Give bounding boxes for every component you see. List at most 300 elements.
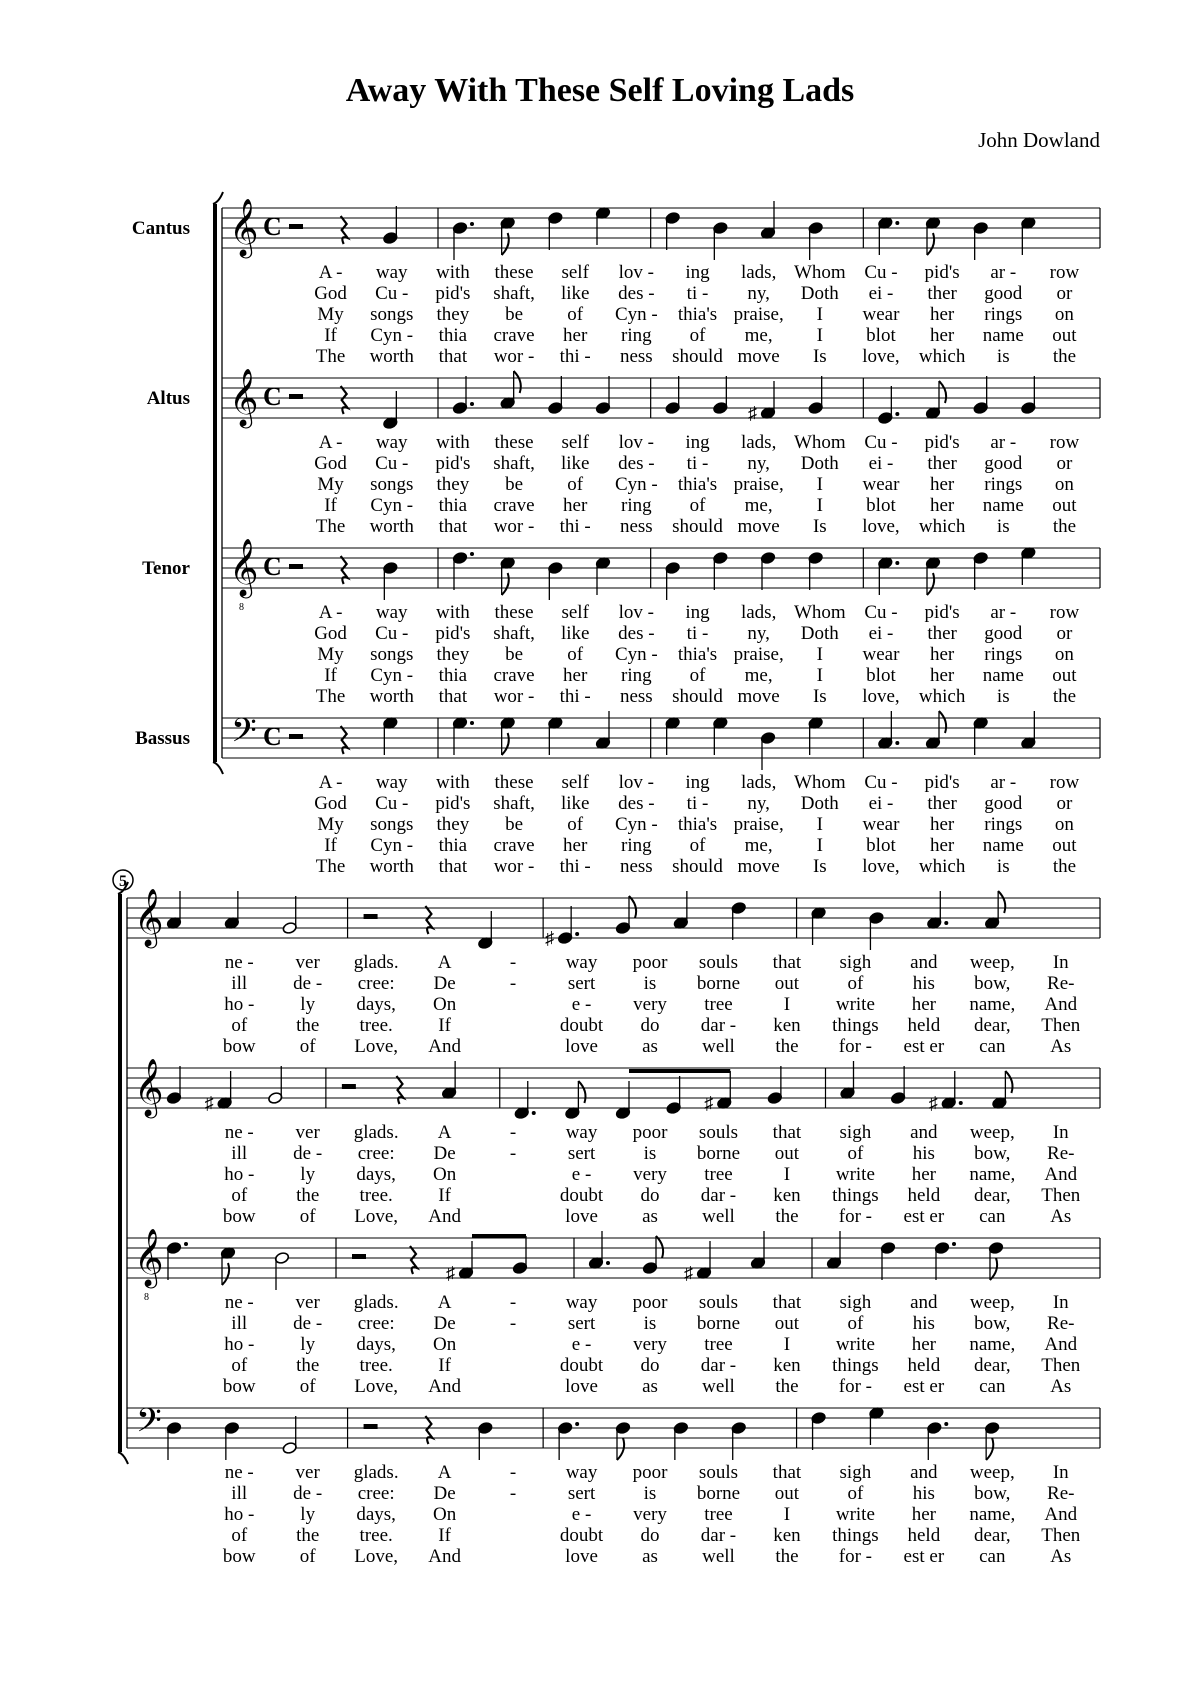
lyric-syllable: A [437, 952, 452, 973]
lyric-syllable: weep, [969, 1122, 1015, 1143]
lyric-syllable: held [907, 1525, 941, 1546]
lyric-syllable: - [509, 1122, 517, 1143]
lyric-syllable: very [633, 994, 667, 1015]
lyric-syllable: ness [619, 856, 653, 877]
lyric-syllable: for - [838, 1376, 873, 1397]
bracket-top [213, 192, 223, 204]
lyric-syllable: wear [862, 644, 900, 665]
lyric-syllable: Doth [800, 453, 839, 474]
lyric-syllable: that [438, 516, 468, 537]
lyric-syllable: ness [619, 346, 653, 367]
lyric-syllable: sigh [839, 952, 872, 973]
lyric-syllable: Cyn - [370, 495, 414, 516]
lyric-syllable: very [633, 1504, 667, 1525]
lyric-syllable: name [982, 495, 1024, 516]
lyric-syllable: her [929, 644, 955, 665]
lyric-syllable: of [689, 325, 706, 346]
flag [927, 233, 934, 255]
lyric-syllable: thia [438, 325, 468, 346]
lyric-syllable: bow [222, 1546, 256, 1567]
lyric-syllable: days, [356, 1164, 396, 1185]
lyric-syllable: lads, [740, 602, 777, 623]
lyric-syllable: ne - [224, 952, 254, 973]
lyric-syllable: ei - [868, 793, 894, 814]
half-rest-icon [289, 564, 303, 569]
lyric-syllable: lov - [618, 432, 655, 453]
lyric-syllable: his [912, 1313, 935, 1334]
lyric-syllable: dear, [973, 1185, 1011, 1206]
half-rest-icon [289, 224, 303, 229]
lyric-syllable: pid's [435, 283, 471, 304]
lyric-syllable: My [317, 474, 344, 495]
treble-clef-icon: 𝄞 [134, 889, 164, 945]
dot [959, 1101, 963, 1105]
lyric-syllable: bow, [974, 1313, 1011, 1334]
flag [939, 711, 946, 733]
lyric-syllable: doubt [559, 1525, 604, 1546]
lyric-syllable: move [737, 346, 780, 367]
measure-number: 5 [119, 873, 127, 890]
lyric-syllable: ring [621, 495, 652, 516]
lyric-syllable: I [816, 304, 823, 325]
lyric-syllable: of [847, 1483, 864, 1504]
lyric-syllable: Whom [793, 432, 846, 453]
lyric-syllable: - [509, 1313, 517, 1334]
score-title: Away With These Self Loving Lads [345, 72, 855, 109]
lyric-syllable: crave [493, 325, 535, 346]
sharp-icon: ♯ [928, 1093, 938, 1113]
lyric-syllable: est er [903, 1546, 945, 1567]
lyric-syllable: name, [969, 1334, 1016, 1355]
lyric-syllable: me, [744, 835, 773, 856]
lyric-syllable: her [911, 1164, 936, 1185]
half-rest-icon [364, 1424, 378, 1429]
lyric-syllable: ill [231, 1483, 248, 1504]
lyric-syllable: - [509, 1483, 517, 1504]
lyric-syllable: rings [984, 474, 1023, 495]
lyric-syllable: I [816, 474, 823, 495]
lyric-syllable: dear, [973, 1015, 1011, 1036]
lyric-syllable: In [1052, 1462, 1069, 1483]
lyric-syllable: her [911, 1504, 936, 1525]
lyric-syllable: cree: [357, 973, 395, 994]
lyric-syllable: And [1044, 994, 1078, 1015]
lyric-syllable: write [835, 994, 875, 1015]
dot [575, 932, 579, 936]
lyric-syllable: ei - [868, 623, 894, 644]
lyric-syllable: wear [862, 304, 900, 325]
lyric-syllable: ly [300, 994, 316, 1015]
lyric-syllable: out [774, 973, 800, 994]
lyric-syllable: should [672, 516, 723, 537]
lyric-syllable: the [775, 1206, 799, 1227]
lyric-syllable: good [984, 793, 1023, 814]
lyric-syllable: well [702, 1376, 735, 1397]
lyric-syllable: borne [696, 1483, 741, 1504]
lyric-syllable: poor [632, 1292, 668, 1313]
lyric-syllable: things [832, 1185, 879, 1206]
common-time-icon: C [263, 552, 282, 581]
lyric-syllable: est er [903, 1376, 945, 1397]
lyric-syllable: of [847, 1143, 864, 1164]
quarter-rest-icon [425, 1416, 432, 1444]
lyric-syllable: shaft, [493, 453, 535, 474]
lyric-syllable: name, [969, 994, 1016, 1015]
lyric-syllable: thia's [677, 474, 718, 495]
lyric-syllable: ne - [224, 1292, 254, 1313]
lyric-syllable: ar - [990, 432, 1017, 453]
lyric-syllable: these [494, 602, 534, 623]
lyric-syllable: ti - [686, 623, 709, 644]
lyric-syllable: praise, [733, 644, 784, 665]
lyric-syllable: ness [619, 686, 653, 707]
lyric-syllable: dear, [973, 1525, 1011, 1546]
lyric-syllable: held [907, 1185, 941, 1206]
lyric-syllable: of [231, 1355, 248, 1376]
lyric-syllable: her [929, 325, 955, 346]
lyric-syllable: praise, [733, 304, 784, 325]
lyric-syllable: good [984, 283, 1023, 304]
lyric-syllable: thia's [677, 814, 718, 835]
lyric-syllable: that [772, 1292, 802, 1313]
lyric-syllable: weep, [969, 952, 1015, 973]
common-time-icon: C [263, 382, 282, 411]
lyric-syllable: things [832, 1525, 879, 1546]
lyric-syllable: do [640, 1525, 660, 1546]
lyric-syllable: her [563, 325, 588, 346]
lyric-syllable: ho - [224, 1504, 255, 1525]
lyric-syllable: doubt [559, 1015, 604, 1036]
lyric-syllable: as [642, 1376, 658, 1397]
bass-clef-icon: 𝄢 [136, 1402, 162, 1447]
lyric-syllable: thia [438, 495, 468, 516]
lyric-syllable: souls [698, 1462, 739, 1483]
lyric-syllable: worth [369, 516, 414, 537]
dot [470, 552, 474, 556]
dot [184, 1242, 188, 1246]
lyric-syllable: De [433, 1143, 456, 1164]
lyric-syllable: dar - [700, 1015, 737, 1036]
dot [895, 221, 899, 225]
lyric-syllable: - [509, 952, 517, 973]
lyric-syllable: which [918, 856, 966, 877]
lyric-syllable: name, [969, 1164, 1016, 1185]
lyric-syllable: bow, [974, 1143, 1011, 1164]
lyric-syllable: like [560, 453, 590, 474]
lyric-syllable: If [438, 1015, 451, 1036]
lyric-syllable: Whom [793, 772, 846, 793]
lyric-syllable: ho - [224, 994, 255, 1015]
lyric-syllable: be [505, 474, 524, 495]
lyric-syllable: as [642, 1206, 658, 1227]
lyric-syllable: glads. [353, 1122, 399, 1143]
dot [952, 1242, 956, 1246]
lyric-syllable: Doth [800, 793, 839, 814]
lyric-syllable: well [702, 1546, 735, 1567]
lyric-syllable: sert [567, 1143, 596, 1164]
lyric-syllable: And [428, 1376, 461, 1397]
lyric-syllable: is [996, 686, 1010, 707]
half-rest-icon [289, 394, 303, 399]
lyric-syllable: Is [812, 346, 827, 367]
flag [939, 381, 946, 403]
lyric-syllable: days, [356, 1504, 396, 1525]
lyric-syllable: rings [984, 304, 1023, 325]
lyric-syllable: ring [621, 835, 652, 856]
lyric-syllable: is [996, 346, 1010, 367]
lyric-syllable: way [375, 432, 408, 453]
lyric-syllable: love [565, 1206, 598, 1227]
lyric-syllable: is [643, 1143, 657, 1164]
lyric-syllable: ei - [868, 453, 894, 474]
sharp-icon: ♯ [748, 403, 757, 423]
lyric-syllable: the [775, 1376, 799, 1397]
quarter-rest-icon [341, 386, 348, 414]
sharp-icon: ♯ [545, 928, 555, 948]
lyric-syllable: can [979, 1376, 1006, 1397]
lyric-syllable: dar - [700, 1525, 737, 1546]
lyric-syllable: her [929, 665, 955, 686]
lyric-syllable: Re- [1047, 1483, 1075, 1504]
lyric-syllable: self [561, 772, 589, 793]
lyric-syllable: be [505, 644, 524, 665]
quarter-rest-icon [341, 216, 348, 244]
lyric-syllable: Cyn - [370, 835, 414, 856]
lyric-syllable: way [375, 772, 408, 793]
lyric-syllable: A [437, 1122, 452, 1143]
lyric-syllable: Cu - [864, 772, 898, 793]
lyric-syllable: weep, [969, 1462, 1015, 1483]
lyric-syllable: very [633, 1334, 667, 1355]
lyric-syllable: - [509, 1143, 517, 1164]
lyric-syllable: If [324, 835, 337, 856]
lyric-syllable: his [912, 973, 935, 994]
dot [532, 1111, 536, 1115]
lyric-syllable: de - [293, 973, 323, 994]
lyric-syllable: praise, [733, 474, 784, 495]
lyric-syllable: ho - [224, 1164, 255, 1185]
lyric-syllable: ring [621, 325, 652, 346]
lyric-syllable: row [1049, 432, 1080, 453]
lyric-syllable: As [1050, 1546, 1072, 1567]
lyric-syllable: ill [231, 1313, 248, 1334]
lyric-syllable: I [783, 994, 791, 1015]
lyric-syllable: Then [1041, 1015, 1081, 1036]
lyric-syllable: Cyn - [614, 644, 658, 665]
lyric-syllable: The [315, 856, 346, 877]
lyric-syllable: the [1052, 346, 1077, 367]
lyric-syllable: which [918, 686, 966, 707]
lyric-syllable: I [783, 1504, 791, 1525]
lyric-syllable: of [299, 1206, 316, 1227]
lyric-syllable: good [984, 453, 1023, 474]
lyric-syllable: weep, [969, 1292, 1015, 1313]
lyric-syllable: De [433, 1483, 456, 1504]
lyric-syllable: I [783, 1164, 791, 1185]
flag [514, 371, 521, 393]
flag [998, 891, 1005, 913]
lyric-syllable: ver [295, 952, 320, 973]
lyric-syllable: tree [704, 1504, 733, 1525]
lyric-syllable: of [847, 973, 864, 994]
lyric-syllable: Cyn - [614, 304, 658, 325]
lyric-syllable: Cu - [375, 793, 409, 814]
lyric-syllable: ne - [224, 1462, 254, 1483]
lyric-syllable: wor - [493, 516, 535, 537]
lyric-syllable: crave [493, 835, 535, 856]
lyric-syllable: Whom [793, 602, 846, 623]
lyric-syllable: ken [773, 1015, 801, 1036]
lyric-syllable: out [774, 1313, 800, 1334]
lyric-syllable: things [832, 1015, 879, 1036]
lyric-syllable: If [438, 1355, 451, 1376]
lyric-syllable: glads. [353, 1292, 399, 1313]
lyric-syllable: I [816, 644, 823, 665]
lyric-syllable: thi - [559, 686, 591, 707]
lyric-syllable: worth [369, 346, 414, 367]
lyric-syllable: ther [927, 623, 957, 644]
lyric-syllable: or [1056, 453, 1073, 474]
lyric-syllable: My [317, 814, 344, 835]
lyric-syllable: pid's [435, 793, 471, 814]
half-rest-icon [352, 1254, 366, 1259]
lyric-syllable: is [643, 1313, 657, 1334]
lyric-syllable: tree [704, 994, 733, 1015]
composer-name: John Dowland [978, 128, 1100, 152]
half-rest-icon [289, 734, 303, 739]
lyric-syllable: on [1054, 474, 1074, 495]
lyric-syllable: that [772, 1122, 802, 1143]
lyric-syllable: way [375, 262, 408, 283]
lyric-syllable: way [375, 602, 408, 623]
lyric-syllable: shaft, [493, 623, 535, 644]
flag [927, 573, 934, 595]
lyric-syllable: ver [295, 1122, 320, 1143]
lyric-syllable: self [561, 602, 589, 623]
lyric-syllable: sert [567, 1313, 596, 1334]
lyric-syllable: ill [231, 973, 248, 994]
dot [470, 402, 474, 406]
lyric-syllable: ken [773, 1185, 801, 1206]
lyric-syllable: name [982, 835, 1024, 856]
lyric-syllable: ing [685, 772, 710, 793]
lyric-syllable: ar - [990, 602, 1017, 623]
lyric-syllable: way [565, 1462, 598, 1483]
lyric-syllable: well [702, 1206, 735, 1227]
treble-clef-icon: 𝄞 [229, 539, 259, 595]
lyric-syllable: cree: [357, 1143, 395, 1164]
lyric-syllable: self [561, 432, 589, 453]
lyric-syllable: ill [231, 1143, 248, 1164]
lyric-syllable: shaft, [493, 793, 535, 814]
lyric-syllable: on [1054, 814, 1074, 835]
dot [895, 561, 899, 565]
lyric-syllable: crave [493, 665, 535, 686]
lyric-syllable: or [1056, 793, 1073, 814]
quarter-rest-icon [425, 906, 432, 934]
lyric-syllable: des - [618, 283, 655, 304]
lyric-syllable: lads, [740, 262, 777, 283]
lyric-syllable: these [494, 772, 534, 793]
lyric-syllable: of [567, 304, 584, 325]
lyric-syllable: The [315, 346, 346, 367]
lyric-syllable: lov - [618, 262, 655, 283]
lyric-syllable: wear [862, 474, 900, 495]
lyric-syllable: On [432, 994, 457, 1015]
lyric-syllable: cree: [357, 1313, 395, 1334]
lyric-syllable: row [1049, 602, 1080, 623]
lyric-syllable: of [689, 835, 706, 856]
lyric-syllable: Then [1041, 1355, 1081, 1376]
lyric-syllable: out [774, 1143, 800, 1164]
treble-clef-icon: 𝄞 [229, 199, 259, 255]
lyric-syllable: with [435, 432, 470, 453]
lyric-syllable: her [911, 1334, 936, 1355]
lyric-syllable: is [996, 516, 1010, 537]
lyric-syllable: is [996, 856, 1010, 877]
lyric-syllable: And [1044, 1334, 1078, 1355]
lyric-syllable: her [911, 994, 936, 1015]
treble-clef-icon: 𝄞 [134, 1059, 164, 1115]
lyric-syllable: out [1052, 835, 1077, 856]
lyric-syllable: I [816, 835, 823, 856]
flag [502, 233, 509, 255]
lyric-syllable: should [672, 856, 723, 877]
lyric-syllable: borne [696, 973, 741, 994]
lyric-syllable: ne - [224, 1122, 254, 1143]
flag [617, 1438, 624, 1460]
lyric-syllable: God [314, 623, 347, 644]
lyric-syllable: out [1052, 665, 1077, 686]
lyric-syllable: rings [984, 644, 1023, 665]
lyric-syllable: glads. [353, 1462, 399, 1483]
lyric-syllable: est er [903, 1036, 945, 1057]
lyric-syllable: well [702, 1036, 735, 1057]
lyric-syllable: borne [696, 1143, 741, 1164]
lyric-syllable: - [509, 1462, 517, 1483]
lyric-syllable: her [929, 835, 955, 856]
lyric-syllable: des - [618, 453, 655, 474]
lyric-syllable: of [689, 495, 706, 516]
lyric-syllable: days, [356, 994, 396, 1015]
lyric-syllable: her [929, 814, 955, 835]
lyric-syllable: that [438, 856, 468, 877]
lyric-syllable: - [509, 973, 517, 994]
lyric-syllable: Love, [354, 1036, 399, 1057]
lyric-syllable: If [324, 495, 337, 516]
lyric-syllable: move [737, 516, 780, 537]
lyric-syllable: love, [862, 516, 900, 537]
lyric-syllable: of [567, 644, 584, 665]
lyric-syllable: Is [812, 856, 827, 877]
lyric-syllable: me, [744, 325, 773, 346]
lyric-syllable: pid's [924, 602, 960, 623]
lyric-syllable: love, [862, 346, 900, 367]
octave-mark: 8 [144, 1292, 149, 1303]
lyric-syllable: On [432, 1334, 457, 1355]
lyric-syllable: As [1050, 1036, 1072, 1057]
lyric-syllable: est er [903, 1206, 945, 1227]
lyric-syllable: The [315, 516, 346, 537]
lyric-syllable: out [1052, 325, 1077, 346]
lyric-syllable: tree. [359, 1355, 393, 1376]
lyric-syllable: God [314, 793, 347, 814]
lyric-syllable: way [565, 952, 598, 973]
lyric-syllable: If [324, 665, 337, 686]
lyric-syllable: pid's [924, 262, 960, 283]
lyric-syllable: souls [698, 952, 739, 973]
lyric-syllable: ly [300, 1164, 316, 1185]
